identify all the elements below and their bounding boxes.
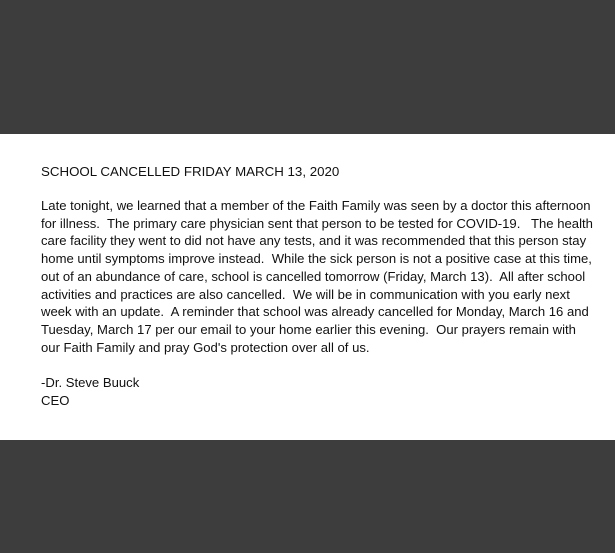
notice-body	[41, 197, 593, 356]
notice-document	[0, 134, 615, 440]
body-line: home until symptoms improve instead. While the sick person is not a positive case at this time,	[41, 251, 592, 267]
body-line: week with an update. A reminder that school was already cancelled for Monday, March 16 and	[41, 304, 589, 320]
signature-block	[41, 374, 593, 409]
body-line: our Faith Family and pray God's protection over all of us.	[41, 339, 370, 355]
top-background-band	[0, 0, 615, 134]
notice-heading: SCHOOL CANCELLED FRIDAY MARCH 13, 2020	[41, 164, 340, 179]
signature-title: CEO	[41, 393, 70, 409]
body-line: out of an abundance of care, school is cancelled tomorrow (Friday, March 13). All after school	[41, 268, 586, 284]
body-line: activities and practices are also cancelled. We will be in communication with you early next	[41, 286, 570, 302]
body-line: Late tonight, we learned that a member of the Faith Family was seen by a doctor this afternoon	[41, 198, 591, 213]
bottom-background-band	[0, 440, 615, 553]
body-line: Tuesday, March 17 per our email to your home earlier this evening. Our prayers remain with	[41, 321, 576, 337]
body-line: care facility they went to did not have any tests, and it was recommended that this person stay	[41, 233, 587, 249]
body-line: for illness. The primary care physician sent that person to be tested for COVID-19. The health	[41, 215, 593, 231]
signature-name: -Dr. Steve Buuck	[41, 375, 140, 391]
